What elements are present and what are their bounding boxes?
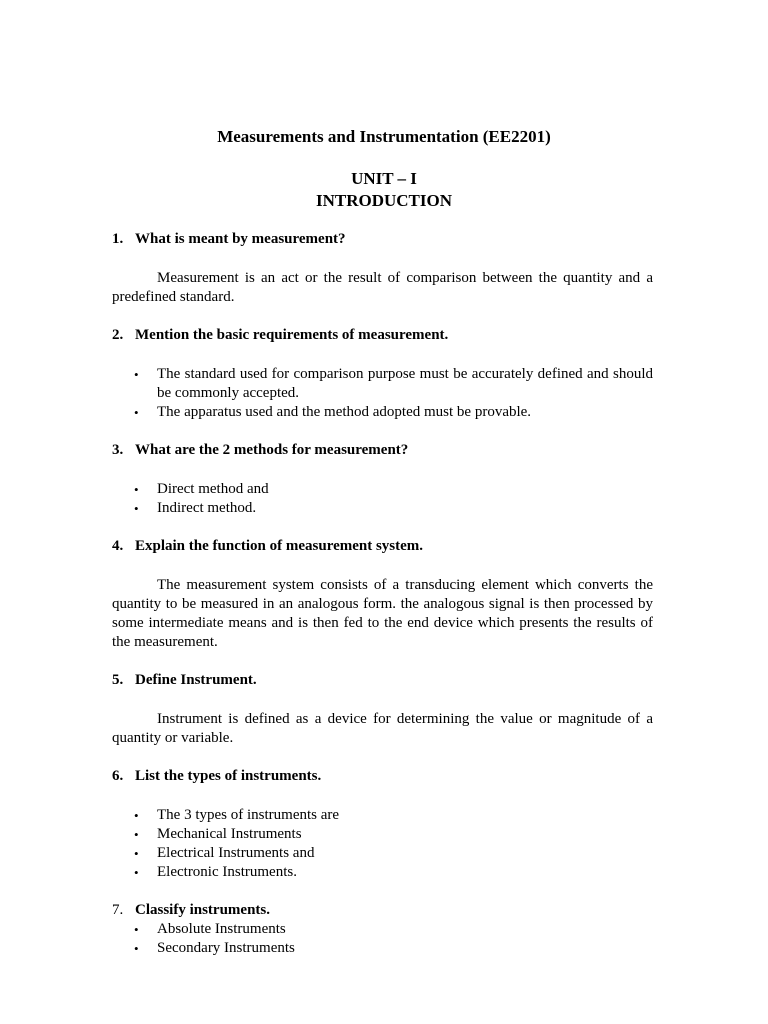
list-item: • Mechanical Instruments (134, 826, 302, 842)
list-item: • The standard used for comparison purpose must be accurately defined and should be commonly accepted. (134, 366, 653, 401)
question-text: Define Instrument. (135, 672, 257, 688)
question-heading (112, 901, 653, 920)
unit-name: INTRODUCTION (315, 191, 453, 210)
bullet-icon: • (134, 922, 139, 937)
answer-bullet-list (112, 920, 653, 958)
list-item: • The apparatus used and the method adopted must be provable. (134, 404, 532, 420)
questions-list (112, 230, 653, 958)
question-text: What is meant by measurement? (135, 231, 346, 247)
question-number: 5. (112, 672, 124, 688)
question-text: List the types of instruments. (135, 768, 322, 784)
bullet-icon: • (134, 827, 139, 842)
bullet-icon: • (134, 808, 139, 823)
bullet-icon: • (134, 367, 139, 382)
answer-bullet-list (112, 480, 653, 518)
question-number: 4. (112, 538, 124, 554)
question-number: 7. (112, 902, 124, 918)
bullet-icon: • (134, 846, 139, 861)
question-heading (112, 326, 653, 345)
answer-bullet-list (112, 365, 653, 422)
unit-heading (0, 168, 768, 212)
question-heading (112, 537, 653, 556)
question-heading (112, 767, 653, 786)
question-text: What are the 2 methods for measurement? (135, 442, 409, 458)
list-item: • Secondary Instruments (134, 940, 295, 956)
bullet-icon: • (134, 482, 139, 497)
question-heading (112, 671, 653, 690)
document-title: Measurements and Instrumentation (EE2201) (217, 127, 551, 146)
answer-paragraph: Measurement is an act or the result of comparison between the quantity and a predefined standard. (112, 270, 653, 305)
question-heading (112, 441, 653, 460)
bullet-icon: • (134, 501, 139, 516)
question-text: Mention the basic requirements of measurement. (135, 327, 449, 343)
bullet-icon: • (134, 941, 139, 956)
bullet-icon: • (134, 865, 139, 880)
question-number: 3. (112, 442, 124, 458)
list-item: • Electrical Instruments and (134, 845, 315, 861)
bullet-icon: • (134, 405, 139, 420)
list-item: • Absolute Instruments (134, 921, 286, 937)
question-text: Classify instruments. (135, 902, 271, 918)
question-heading (112, 230, 653, 249)
answer-paragraph: Instrument is defined as a device for determining the value or magnitude of a quantity or variable. (112, 711, 653, 746)
question-number: 2. (112, 327, 124, 343)
list-item: • Direct method and (134, 481, 269, 497)
list-item: • Electronic Instruments. (134, 864, 297, 880)
answer-bullet-list (112, 806, 653, 882)
question-text: Explain the function of measurement system. (135, 538, 424, 554)
question-number: 6. (112, 768, 124, 784)
answer-paragraph: The measurement system consists of a transducing element which converts the quantity to be measured in an analogous form. the analogous signal is then processed by some intermediate means and is then fed to the end device which presents the results of the measurement. (112, 577, 653, 650)
list-item: • The 3 types of instruments are (134, 807, 340, 823)
question-number: 1. (112, 231, 124, 247)
list-item: • Indirect method. (134, 500, 257, 516)
unit-number: UNIT – I (351, 169, 417, 188)
